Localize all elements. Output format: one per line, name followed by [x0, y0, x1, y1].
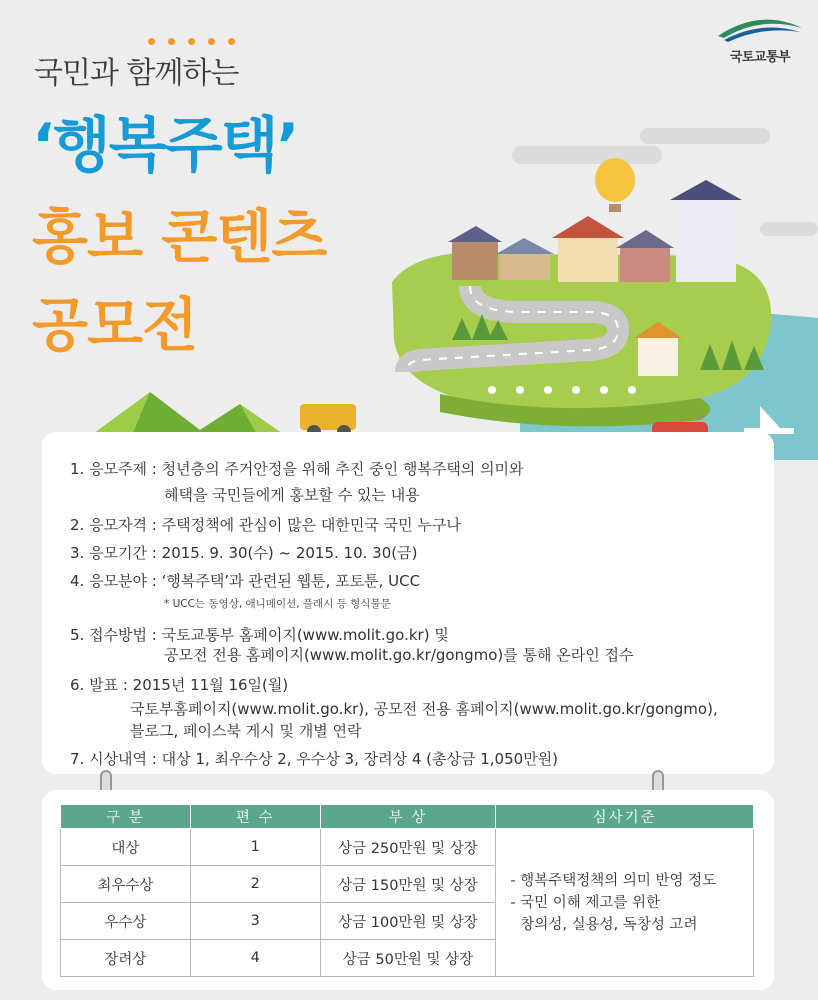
- detail-awards-label: 7. 시상내역 :: [70, 750, 157, 768]
- detail-topic-label: 1. 응모주제 :: [70, 460, 157, 478]
- detail-submission-label: 5. 접수방법 :: [70, 626, 157, 644]
- detail-field-note: * UCC는 동영상, 애니메이션, 플래시 등 형식불문: [164, 598, 391, 610]
- cell-prize: 상금 150만원 및 상장: [320, 866, 496, 903]
- criteria-line-2: - 국민 이해 제고를 위한: [510, 894, 661, 911]
- detail-submission-text: 국토교통부 홈페이지(www.molit.go.kr) 및: [161, 626, 449, 644]
- detail-submission-text-2: 공모전 전용 홈페이지(www.molit.go.kr/gongmo)를 통해 온라인 접수: [164, 646, 634, 664]
- cell-criteria: [496, 829, 754, 977]
- detail-announcement-date: 2015년 11월 16일(월): [132, 676, 289, 694]
- detail-topic-text-2: 혜택을 국민들에게 홍보할 수 있는 내용: [164, 486, 420, 504]
- cell-prize: 상금 250만원 및 상장: [320, 829, 496, 866]
- cell-count: 2: [190, 866, 320, 903]
- table-row: [61, 829, 754, 866]
- detail-eligibility-label: 2. 응모자격 :: [70, 516, 157, 534]
- detail-period-label: 3. 응모기간 :: [70, 544, 157, 562]
- page-title-line2: 홍보 콘텐츠: [32, 203, 327, 271]
- cell-category: 장려상: [61, 940, 191, 977]
- detail-topic-text: 청년층의 주거안정을 위해 추진 중인 행복주택의 의미와: [161, 460, 524, 478]
- header-criteria: 심사기준: [496, 805, 754, 829]
- detail-announcement-channels-2: 블로그, 페이스북 게시 및 개별 연락: [130, 722, 362, 740]
- cell-category: 대상: [61, 829, 191, 866]
- criteria-line-1: - 행복주택정책의 의미 반영 정도: [510, 872, 717, 889]
- detail-announcement-channels: 국토부홈페이지(www.molit.go.kr), 공모전 전용 홈페이지(www.molit.go.kr/gongmo),: [130, 700, 718, 718]
- detail-eligibility-text: 주택정책에 관심이 많은 대한민국 국민 누구나: [161, 516, 461, 534]
- page-subtitle: 국민과 함께하는: [34, 56, 239, 91]
- cell-prize: 상금 50만원 및 상장: [320, 940, 496, 977]
- cell-count: 4: [190, 940, 320, 977]
- detail-awards: [70, 748, 558, 769]
- ministry-name: 국토교통부: [729, 50, 791, 65]
- detail-topic: [70, 458, 524, 479]
- page-title: ‘행복주택’: [32, 111, 298, 181]
- header-count: 편 수: [190, 805, 320, 829]
- detail-period: [70, 542, 417, 563]
- detail-announcement-label: 6. 발표 :: [70, 676, 128, 694]
- page-title-line3: 공모전: [32, 291, 198, 359]
- detail-field: [70, 570, 420, 591]
- detail-eligibility: [70, 514, 461, 535]
- detail-submission: [70, 624, 449, 645]
- criteria-line-3: 창의성, 실용성, 독창성 고려: [520, 916, 698, 933]
- header-prize: 부 상: [320, 805, 496, 829]
- cell-category: 우수상: [61, 903, 191, 940]
- detail-period-text: 2015. 9. 30(수) ~ 2015. 10. 30(금): [161, 544, 418, 562]
- town-illustration: [0, 0, 818, 460]
- awards-table-header: [61, 805, 754, 829]
- cell-prize: 상금 100만원 및 상장: [320, 903, 496, 940]
- awards-table: [60, 804, 754, 977]
- detail-announcement: [70, 674, 288, 695]
- detail-awards-text: 대상 1, 최우수상 2, 우수상 3, 장려상 4 (총상금 1,050만원): [161, 750, 559, 768]
- cell-count: 3: [190, 903, 320, 940]
- detail-field-text: ‘행복주택’과 관련된 웹툰, 포토툰, UCC: [161, 572, 421, 590]
- cell-category: 최우수상: [61, 866, 191, 903]
- detail-field-label: 4. 응모분야 :: [70, 572, 157, 590]
- cell-count: 1: [190, 829, 320, 866]
- header-category: 구 분: [61, 805, 191, 829]
